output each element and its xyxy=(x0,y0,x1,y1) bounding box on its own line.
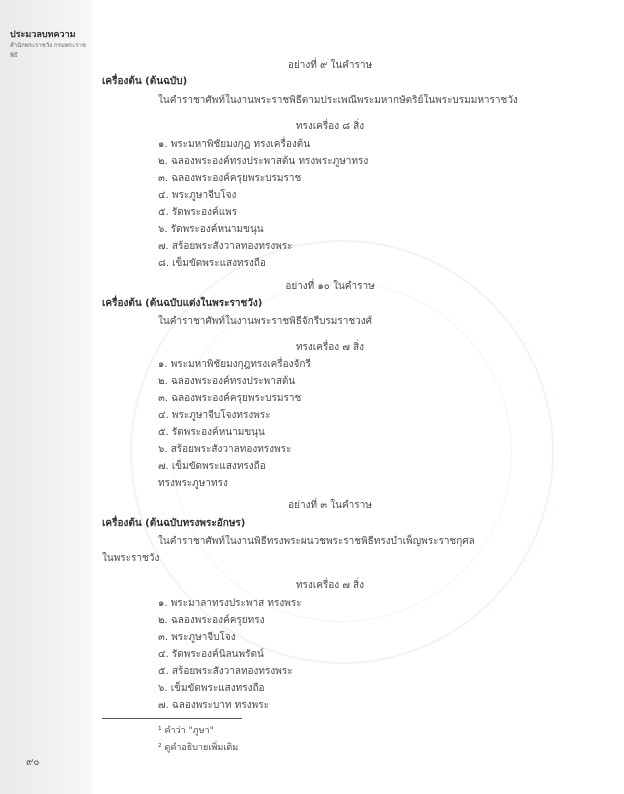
list-item: ๗. เข็มขัดพระแสงทรงถือ xyxy=(158,461,266,472)
footnote-divider xyxy=(102,718,242,719)
section-description: ในคำราชาศัพท์ในงานพระราชพิธีจักรีบรมราชวงศ์ xyxy=(158,316,373,327)
header-title: ประมวลบทความ xyxy=(10,30,76,40)
list-item: ๖. สร้อยพระสังวาลทองทรงพระ xyxy=(158,444,292,455)
list-item: ๑. พระมหาพิชัยมงกุฎ ทรงเครื่องต้น xyxy=(158,139,311,150)
section-closing: ทรงพระภูษาทรง xyxy=(158,478,228,489)
section-description: ในคำราชาศัพท์ในงานพระราชพิธีตามประเพณีพระมหากษัตริย์ในพระบรมมหาราชวัง xyxy=(158,95,518,106)
list-item: ๖. เข็มขัดพระแสงทรงถือ xyxy=(158,683,265,694)
list-item: ๕. รัดพระองค์แพร xyxy=(158,207,238,218)
section-source: เครื่องต้น (ต้นฉบับ) xyxy=(102,76,188,87)
footnote: ² ดูคำอธิบายเพิ่มเติม xyxy=(158,743,239,753)
list-title: ทรงเครื่อง ๘ สิ่ง xyxy=(295,121,365,132)
list-item: ๒. ฉลองพระองค์ทรงประพาสต้น xyxy=(158,376,296,387)
list-item: ๔. พระภูษาจีบโจงทรงพระ xyxy=(158,410,271,421)
list-item: ๑. พระมหาพิชัยมงกุฎทรงเครื่องจักรี xyxy=(158,359,311,370)
section-description-line: ในคำราชาศัพท์ในงานพิธีทรงพระผนวชพระราชพิธีทรงบำเพ็ญพระราชกุศล xyxy=(158,536,475,547)
list-item: ๔. พระภูษาจีบโจง xyxy=(158,190,237,201)
section-source: เครื่องต้น (ต้นฉบับแต่งในพระราชวัง) xyxy=(102,298,263,309)
list-item: ๔. รัดพระองค์นิลนพรัตน์ xyxy=(158,649,264,660)
list-item: ๗. ฉลองพระบาท ทรงพระ xyxy=(158,700,269,711)
section-heading: อย่างที่ ๓ ในคำราษ xyxy=(288,500,372,511)
list-item: ๖. รัดพระองค์หนามขนุน xyxy=(158,224,264,235)
list-item: ๑. พระมาลาทรงประพาส ทรงพระ xyxy=(158,598,302,609)
list-item: ๕. สร้อยพระสังวาลทองทรงพระ xyxy=(158,666,293,677)
list-item: ๒. ฉลองพระองค์ทรงประพาสต้น ทรงพระภูษาทรง xyxy=(158,156,369,167)
section-description-line: ในพระราชวัง xyxy=(102,553,160,564)
list-item: ๓. พระภูษาจีบโจง xyxy=(158,632,236,643)
list-title: ทรงเครื่อง ๗ สิ่ง xyxy=(295,342,365,353)
list-title: ทรงเครื่อง ๗ สิ่ง xyxy=(295,580,365,591)
page-number: ๙๐ xyxy=(26,757,40,768)
footnote: ¹ คำว่า "ภูษา" xyxy=(158,726,214,736)
list-item: ๗. สร้อยพระสังวาลทองทรงพระ xyxy=(158,241,293,252)
list-item: ๒. ฉลองพระองค์ครุยทรง xyxy=(158,615,265,626)
list-item: ๓. ฉลองพระองค์ครุยพระบรมราช xyxy=(158,173,302,184)
list-item: ๘. เข็มขัดพระแสงทรงถือ xyxy=(158,258,266,269)
section-heading: อย่างที่ ๑๐ ในคำราษ xyxy=(285,281,375,292)
page-sidebar xyxy=(0,0,92,794)
section-heading: อย่างที่ ๙ ในคำราษ xyxy=(287,60,373,71)
header-subtitle: สำนักพระราชวัง กรมพระราชพิธี xyxy=(10,42,86,59)
list-item: ๓. ฉลองพระองค์ครุยพระบรมราช xyxy=(158,393,302,404)
list-item: ๕. รัดพระองค์หนามขนุน xyxy=(158,427,265,438)
section-source: เครื่องต้น (ต้นฉบับทรงพระอักษร) xyxy=(102,518,246,529)
